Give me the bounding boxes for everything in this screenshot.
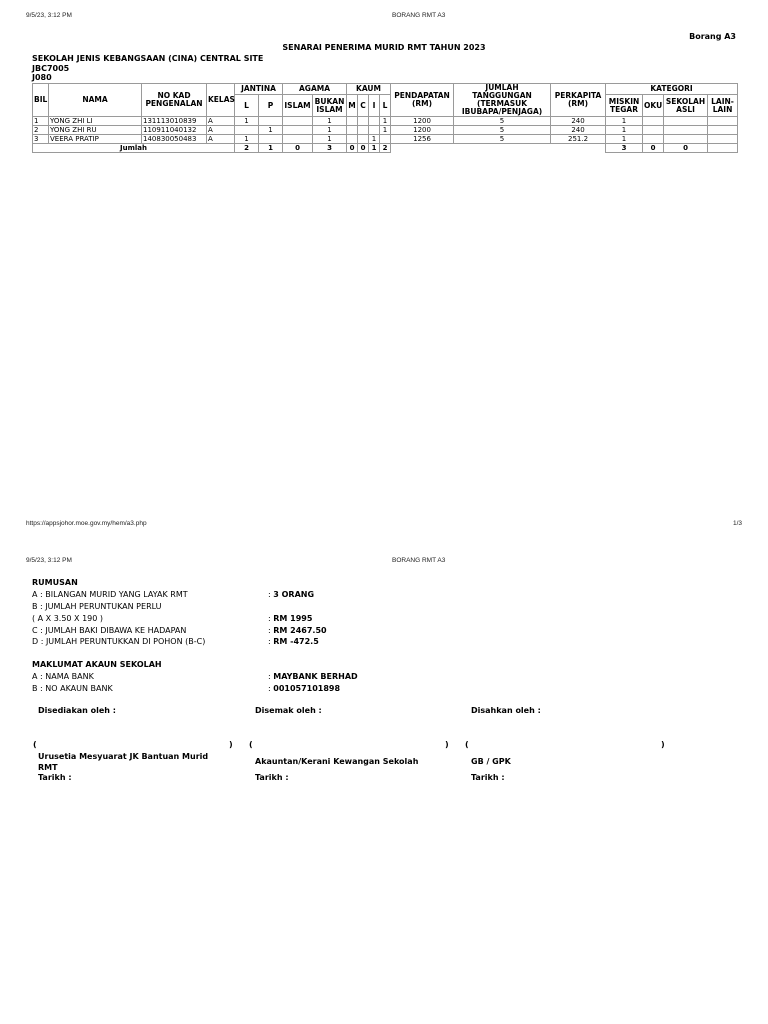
sig-prepared-header: Disediakan oleh : [38, 706, 116, 715]
cell-nama: VEERA PRATIP [49, 135, 142, 144]
cell-sekolah-asli [664, 126, 708, 135]
total-i: 1 [369, 144, 380, 153]
rumusan-label-formula: ( A X 3.50 X 190 ) [32, 614, 104, 623]
cell-tanggungan: 5 [454, 135, 551, 144]
rumusan-label-b: B : JUMLAH PERUNTUKAN PERLU [32, 602, 162, 611]
cell-sekolah-asli [664, 117, 708, 126]
cell-bil: 3 [33, 135, 49, 144]
cell-lain-lain [708, 135, 738, 144]
total-l: 2 [235, 144, 259, 153]
total-miskin-tegar: 3 [606, 144, 643, 153]
akaun-value-bank: : MAYBANK BERHAD [268, 672, 358, 681]
akaun-label-bank: A : NAMA BANK [32, 672, 94, 681]
cell-kelas: A [207, 126, 235, 135]
sig-open-paren-3: ( [465, 740, 469, 749]
header-kategori: KATEGORI [606, 84, 738, 95]
cell-perkapita: 240 [551, 117, 606, 126]
header-m: M [347, 95, 358, 117]
table-row [33, 117, 738, 126]
header-i: I [369, 95, 380, 117]
cell-sekolah-asli [664, 135, 708, 144]
cell-perkapita: 240 [551, 126, 606, 135]
cell-bil: 1 [33, 117, 49, 126]
cell-m [347, 117, 358, 126]
print-doc-title-2: BORANG RMT A3 [392, 557, 446, 564]
sig-checked-title: Akauntan/Kerani Kewangan Sekolah [255, 757, 419, 766]
form-code: Borang A3 [689, 32, 736, 41]
header-l: L [235, 95, 259, 117]
footer-page-number: 1/3 [732, 520, 742, 527]
cell-c [358, 126, 369, 135]
total-blank [391, 144, 606, 153]
cell-islam [283, 117, 313, 126]
cell-nama: YONG ZHI LI [49, 117, 142, 126]
header-bukan-islam: BUKAN ISLAM [313, 95, 347, 117]
sig-checked-date: Tarikh : [255, 773, 289, 782]
table-row [33, 135, 738, 144]
total-row [33, 144, 738, 153]
akaun-title: MAKLUMAT AKAUN SEKOLAH [32, 660, 162, 669]
sig-approved-header: Disahkan oleh : [471, 706, 541, 715]
rumusan-value-b: : RM 1995 [268, 614, 313, 623]
cell-c [358, 117, 369, 126]
total-oku: 0 [643, 144, 664, 153]
cell-pendapatan: 1200 [391, 126, 454, 135]
cell-oku [643, 135, 664, 144]
page-heading: SENARAI PENERIMA MURID RMT TAHUN 2023 [282, 43, 486, 52]
header-perkapita: PERKAPITA (RM) [551, 84, 606, 117]
print-datetime-2: 9/5/23, 3:12 PM [26, 557, 72, 564]
cell-i [369, 117, 380, 126]
header-no-kad: NO KAD PENGENALAN [142, 84, 207, 117]
rumusan-value-c: : RM 2467.50 [268, 626, 327, 635]
cell-pendapatan: 1256 [391, 135, 454, 144]
rumusan-value-a: : 3 ORANG [268, 590, 315, 599]
cell-kelas: A [207, 117, 235, 126]
cell-bukan-islam: 1 [313, 117, 347, 126]
header-jumlah-tanggungan: JUMLAH TANGGUNGAN (TERMASUK IBUBAPA/PENJAGA) [454, 84, 551, 117]
total-islam: 0 [283, 144, 313, 153]
cell-tanggungan: 5 [454, 126, 551, 135]
cell-nama: YONG ZHI RU [49, 126, 142, 135]
cell-islam [283, 126, 313, 135]
cell-l [235, 126, 259, 135]
cell-bukan-islam: 1 [313, 135, 347, 144]
header-islam: ISLAM [283, 95, 313, 117]
table-row [33, 126, 738, 135]
print-doc-title: BORANG RMT A3 [392, 12, 446, 19]
sig-close-paren-2: ) [445, 740, 449, 749]
header-kelas: KELAS [207, 84, 235, 117]
total-kaum-l: 2 [380, 144, 391, 153]
total-label: Jumlah [33, 144, 235, 153]
total-lain-lain [708, 144, 738, 153]
cell-kaum-l: 1 [380, 117, 391, 126]
header-oku: OKU [643, 95, 664, 117]
sig-open-paren-2: ( [249, 740, 253, 749]
rumusan-title: RUMUSAN [32, 578, 78, 587]
footer-url: https://appsjohor.moe.gov.my/hem/a3.php [26, 520, 147, 527]
cell-p [259, 117, 283, 126]
total-sekolah-asli: 0 [664, 144, 708, 153]
cell-i: 1 [369, 135, 380, 144]
total-p: 1 [259, 144, 283, 153]
cell-c [358, 135, 369, 144]
cell-perkapita: 251.2 [551, 135, 606, 144]
rumusan-label-d: D : JUMLAH PERUNTUKKAN DI POHON (B-C) [32, 637, 206, 646]
header-kaum-l: L [380, 95, 391, 117]
cell-miskin-tegar: 1 [606, 117, 643, 126]
header-p: P [259, 95, 283, 117]
school-code: JBC7005 [32, 64, 70, 73]
sig-approved-title: GB / GPK [471, 757, 511, 766]
cell-i [369, 126, 380, 135]
header-nama: NAMA [49, 84, 142, 117]
cell-oku [643, 117, 664, 126]
akaun-value-no: : 001057101898 [268, 684, 341, 693]
cell-p: 1 [259, 126, 283, 135]
cell-kaum-l: 1 [380, 126, 391, 135]
print-datetime: 9/5/23, 3:12 PM [26, 12, 72, 19]
sig-prepared-title: Urusetia Mesyuarat JK Bantuan Murid RMT [38, 752, 209, 772]
sig-approved-date: Tarikh : [471, 773, 505, 782]
sig-checked-header: Disemak oleh : [255, 706, 322, 715]
sig-prepared-date: Tarikh : [38, 773, 72, 782]
sig-open-paren-1: ( [33, 740, 37, 749]
header-pendapatan: PENDAPATAN (RM) [391, 84, 454, 117]
cell-ic: 131113010839 [142, 117, 207, 126]
cell-kelas: A [207, 135, 235, 144]
rumusan-label-a: A : BILANGAN MURID YANG LAYAK RMT [32, 590, 188, 599]
recipient-table [32, 83, 738, 153]
cell-lain-lain [708, 126, 738, 135]
rumusan-label-c: C : JUMLAH BAKI DIBAWA KE HADAPAN [32, 626, 187, 635]
header-jantina: JANTINA [235, 84, 283, 95]
cell-miskin-tegar: 1 [606, 135, 643, 144]
akaun-label-no: B : NO AKAUN BANK [32, 684, 113, 693]
total-m: 0 [347, 144, 358, 153]
header-kaum: KAUM [347, 84, 391, 95]
header-agama: AGAMA [283, 84, 347, 95]
header-lain-lain: LAIN-LAIN [708, 95, 738, 117]
cell-oku [643, 126, 664, 135]
header-c: C [358, 95, 369, 117]
cell-m [347, 135, 358, 144]
total-c: 0 [358, 144, 369, 153]
cell-miskin-tegar: 1 [606, 126, 643, 135]
header-bil: BIL [33, 84, 49, 117]
cell-ic: 140830050483 [142, 135, 207, 144]
header-sekolah-asli: SEKOLAH ASLI [664, 95, 708, 117]
cell-lain-lain [708, 117, 738, 126]
cell-p [259, 135, 283, 144]
total-bukan-islam: 3 [313, 144, 347, 153]
district-code: J080 [32, 73, 52, 82]
sig-close-paren-1: ) [229, 740, 233, 749]
cell-l: 1 [235, 135, 259, 144]
sig-close-paren-3: ) [661, 740, 665, 749]
cell-islam [283, 135, 313, 144]
cell-bil: 2 [33, 126, 49, 135]
cell-tanggungan: 5 [454, 117, 551, 126]
header-miskin-tegar: MISKIN TEGAR [606, 95, 643, 117]
rumusan-value-d: : RM -472.5 [268, 637, 319, 646]
cell-ic: 110911040132 [142, 126, 207, 135]
cell-l: 1 [235, 117, 259, 126]
cell-pendapatan: 1200 [391, 117, 454, 126]
school-name: SEKOLAH JENIS KEBANGSAAN (CINA) CENTRAL SITE [32, 54, 264, 63]
cell-m [347, 126, 358, 135]
cell-kaum-l [380, 135, 391, 144]
cell-bukan-islam: 1 [313, 126, 347, 135]
